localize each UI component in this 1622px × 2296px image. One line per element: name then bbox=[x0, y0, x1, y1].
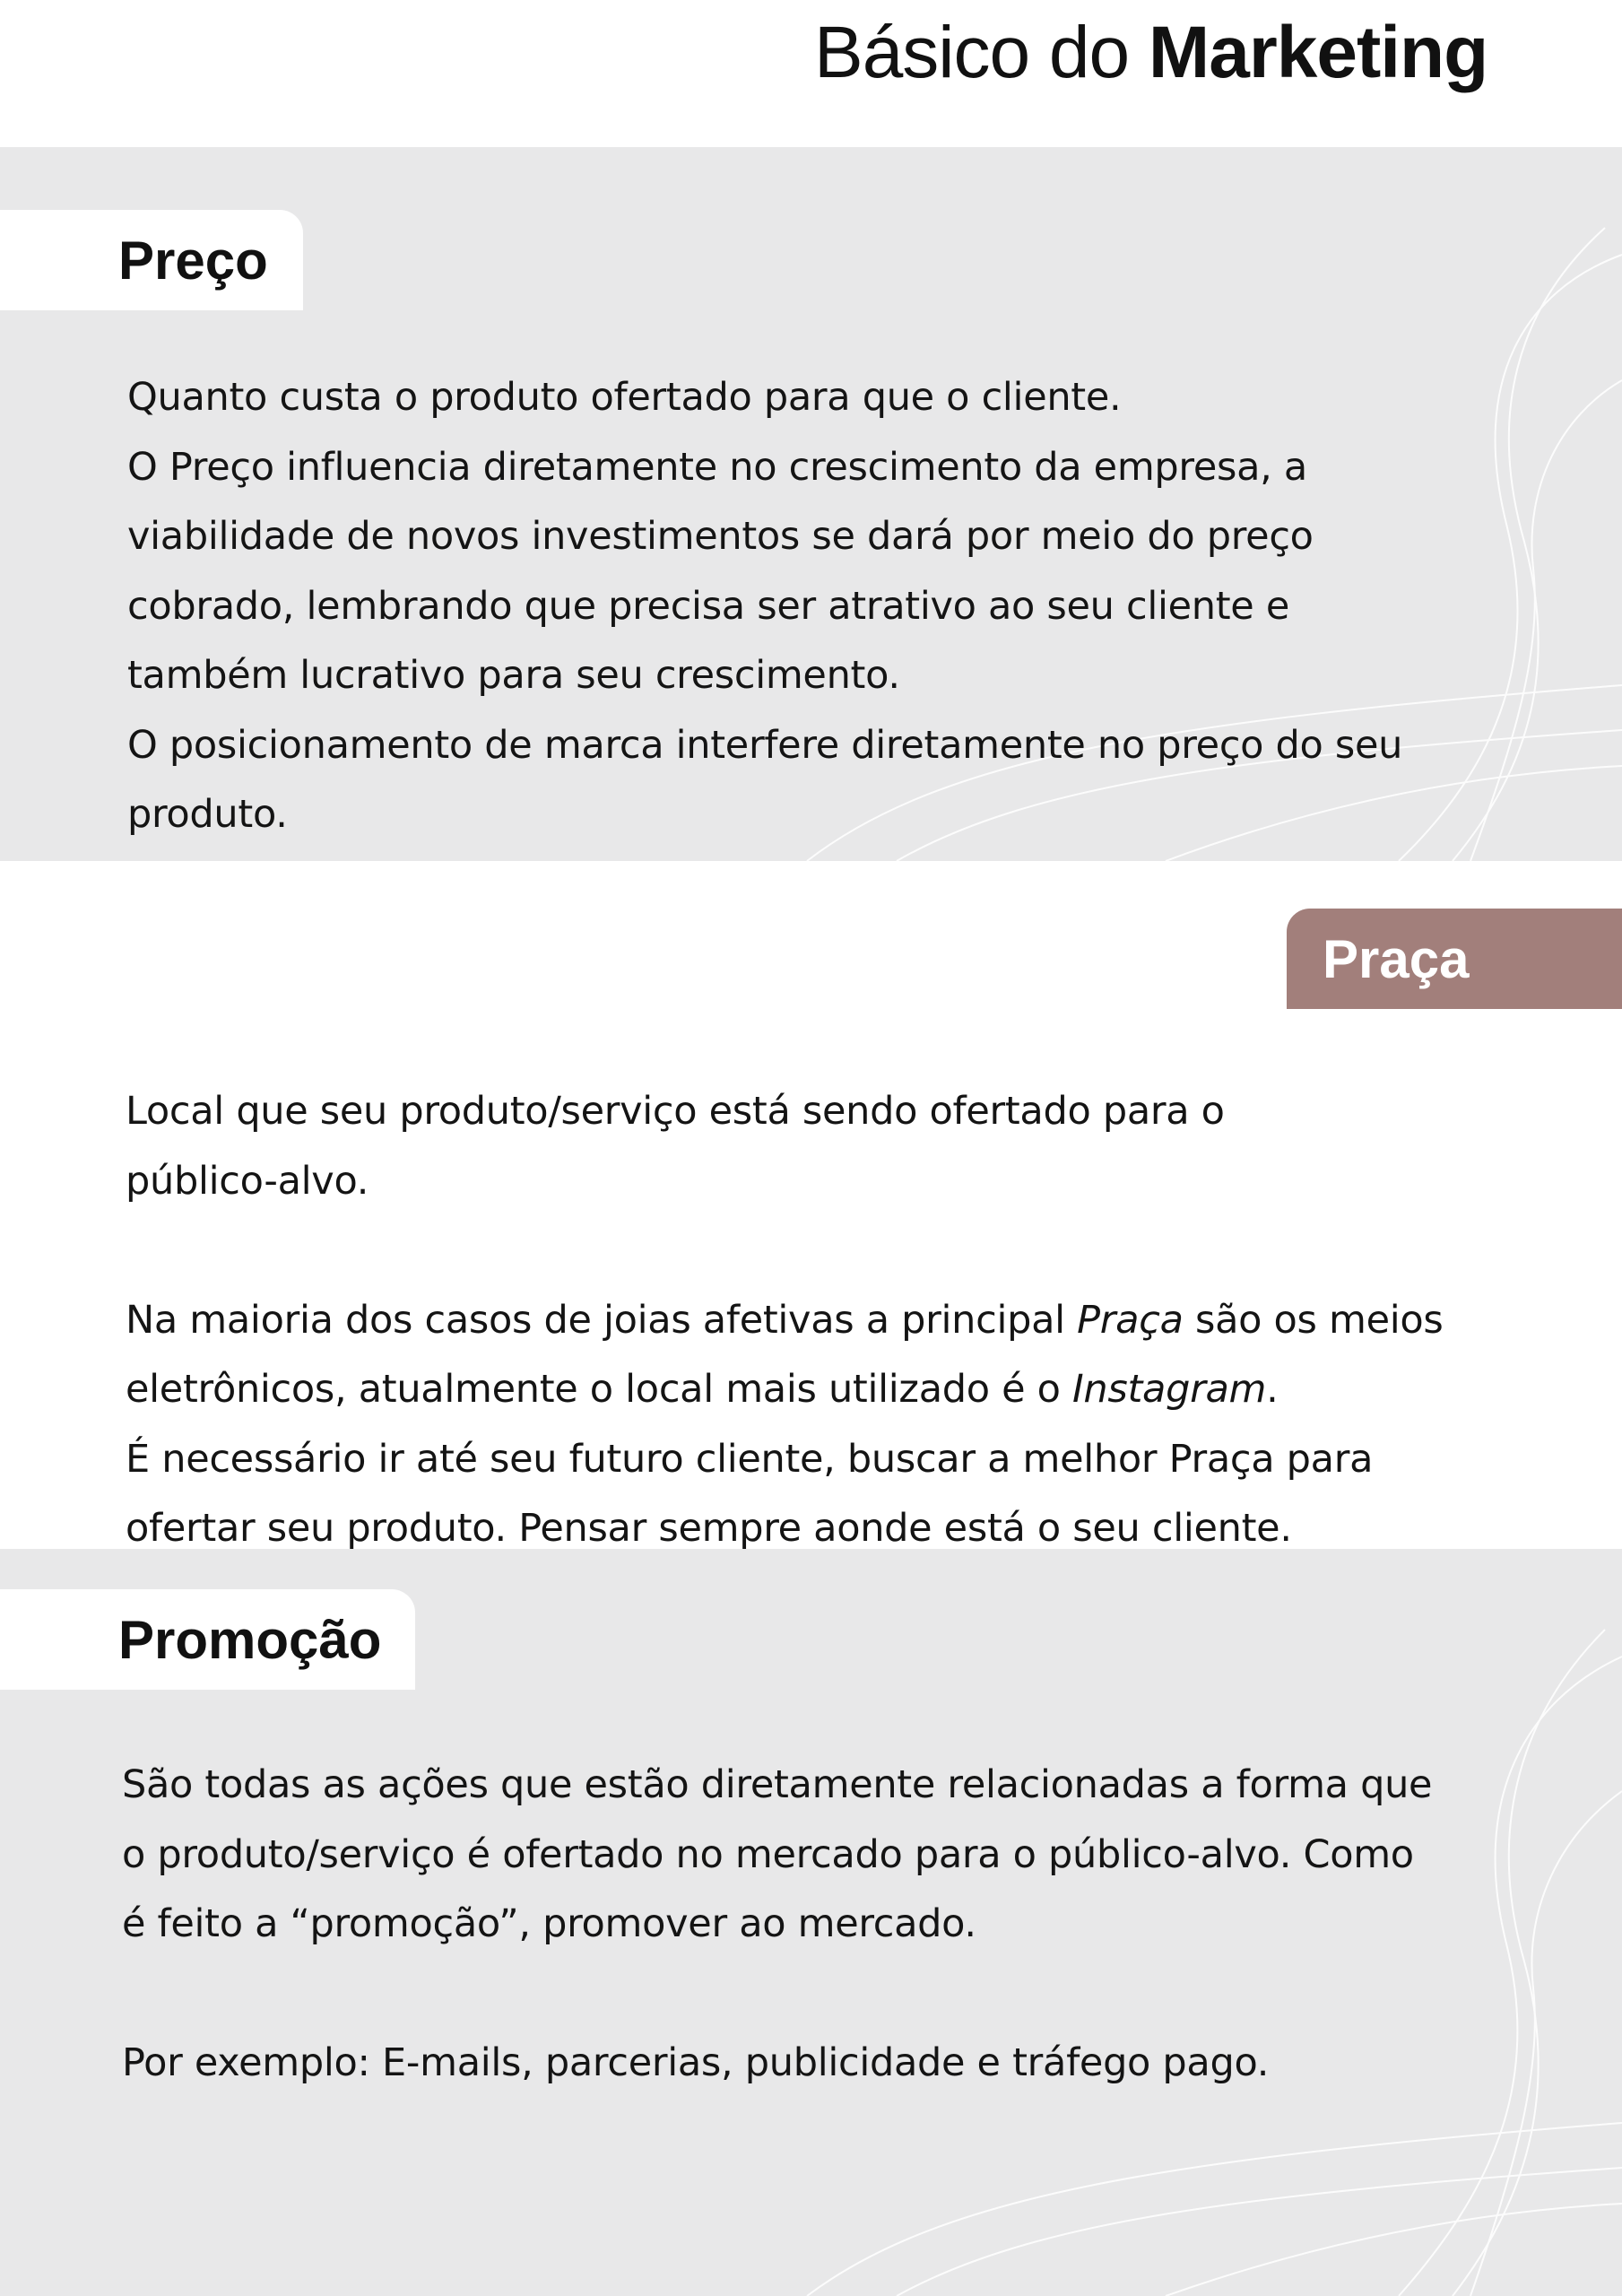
page-title-light: Básico do bbox=[814, 12, 1130, 93]
paragraph-line: São todas as ações que estão diretamente relacionadas a forma que bbox=[122, 1762, 1433, 1807]
paragraph-line: cobrado, lembrando que precisa ser atrativo ao seu cliente e bbox=[127, 583, 1289, 629]
page-title bbox=[814, 11, 1488, 95]
paragraph-line: viabilidade de novos investimentos se dará por meio do preço bbox=[127, 514, 1314, 559]
text-segment: . bbox=[1266, 1367, 1279, 1412]
tab-preco bbox=[0, 210, 303, 310]
paragraph-line: É necessário ir até seu futuro cliente, buscar a melhor Praça para bbox=[126, 1436, 1374, 1482]
text-segment: Na maioria dos casos de joias afetivas a principal bbox=[126, 1297, 1078, 1343]
paragraph-line: O posicionamento de marca interfere diretamente no preço do seu bbox=[127, 722, 1403, 768]
paragraph-line: produto. bbox=[127, 792, 288, 837]
paragraph-line: ofertar seu produto. Pensar sempre aonde está o seu cliente. bbox=[126, 1506, 1292, 1549]
paragraph-line: é feito a “promoção”, promover ao mercado. bbox=[122, 1901, 976, 1946]
text-segment: eletrônicos, atualmente o local mais utilizado é o bbox=[126, 1367, 1073, 1412]
section-heading-preco: Preço bbox=[118, 230, 268, 291]
section-praca bbox=[0, 861, 1622, 1549]
paragraph-line: Quanto custa o produto ofertado para que o cliente. bbox=[127, 375, 1122, 420]
emphasis-instagram: Instagram bbox=[1072, 1367, 1267, 1412]
page-title-bold: Marketing bbox=[1148, 12, 1488, 93]
text-segment: são os meios bbox=[1183, 1297, 1444, 1343]
preco-body bbox=[127, 363, 1402, 850]
section-preco bbox=[0, 147, 1622, 861]
paragraph-line bbox=[126, 1286, 1444, 1356]
emphasis-praca: Praça bbox=[1077, 1297, 1184, 1343]
section-promocao bbox=[0, 1549, 1622, 2296]
section-heading-praca: Praça bbox=[1323, 928, 1470, 989]
tab-promocao bbox=[0, 1589, 415, 1690]
paragraph-line: Local que seu produto/serviço está sendo ofertado para o bbox=[126, 1089, 1225, 1134]
praca-body bbox=[126, 1077, 1444, 1549]
paragraph-line: público-alvo. bbox=[126, 1158, 369, 1204]
paragraph-line: também lucrativo para seu crescimento. bbox=[127, 653, 900, 698]
paragraph-line: o produto/serviço é ofertado no mercado para o público-alvo. Como bbox=[122, 1831, 1414, 1877]
paragraph-line bbox=[126, 1355, 1444, 1425]
tab-praca bbox=[1287, 909, 1622, 1009]
paragraph-line: Por exemplo: E-mails, parcerias, publicidade e tráfego pago. bbox=[122, 2040, 1270, 2085]
paragraph-line: O Preço influencia diretamente no crescimento da empresa, a bbox=[127, 444, 1307, 490]
promocao-body bbox=[122, 1751, 1432, 2099]
section-heading-promocao: Promoção bbox=[118, 1609, 382, 1670]
